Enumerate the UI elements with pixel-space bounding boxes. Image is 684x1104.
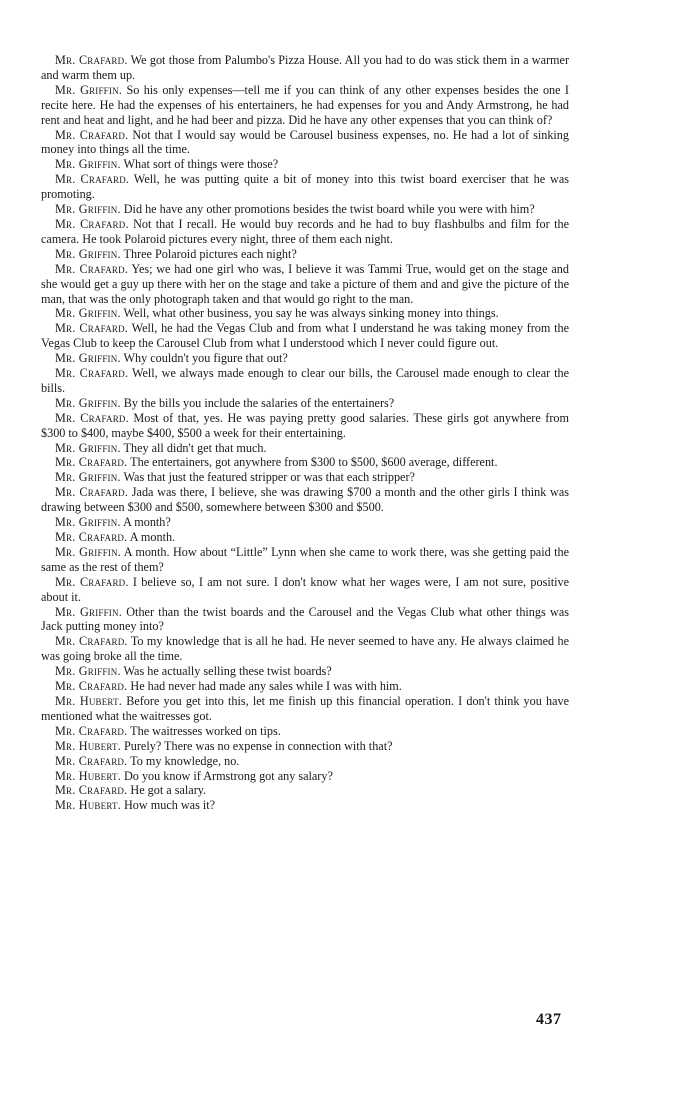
transcript-paragraph: [41, 798, 569, 813]
speaker-label: Mr. Griffin.: [55, 604, 122, 619]
speech-text: Well, he was putting quite a bit of money into this twist board exerciser that he was promoting.: [41, 172, 569, 202]
speech-text: We got those from Palumbo's Pizza House. All you had to do was stick them in a warmer and warm them up.: [41, 53, 570, 82]
speech-text: So his only expenses—tell me if you can think of any other expenses besides the one I recite here. He had the expenses of his entertainers, he had expenses for you and Andy Armstrong, he had rent and heat and light, and he had beer and pizza. Did he have any other expenses that you can think of?: [41, 82, 569, 127]
transcript-paragraph: [41, 470, 569, 485]
speech-text: Well, he had the Vegas Club and from what I understand he was taking money from the Vegas Club to keep the Carousel Club from what I understood which I never could figure out.: [41, 321, 570, 351]
speech-text: A month?: [120, 515, 171, 530]
speech-text: What sort of things were those?: [120, 157, 279, 172]
speech-text: I believe so, I am not sure. I don't know what her wages were, I am not sure, positive about it.: [41, 574, 569, 604]
transcript-paragraph: [41, 769, 569, 784]
transcript-paragraph: [41, 724, 569, 739]
speech-text: Not that I recall. He would buy records and he had to buy flashbulbs and film for the camera. He took Polaroid pictures every night, three of them each night.: [41, 216, 569, 246]
speech-text: Yes; we had one girl who was, I believe it was Tammi True, would get on the stage and she would get a guy up there with her on the stage and take a picture of them and and give the picture of the man, that was the only photograph taken and that would go right to the man.: [41, 261, 569, 306]
speech-text: Why couldn't you figure that out?: [120, 351, 288, 366]
speaker-label: Mr. Crafard.: [55, 410, 129, 425]
transcript-paragraph: [41, 739, 569, 754]
transcript-paragraph: [41, 172, 569, 202]
speaker-label: Mr. Hubert.: [55, 768, 121, 783]
speaker-label: Mr. Crafard.: [55, 679, 128, 694]
speech-text: To my knowledge, no.: [127, 753, 240, 768]
speaker-label: Mr. Griffin.: [55, 82, 123, 97]
speaker-label: Mr. Crafard.: [55, 455, 128, 470]
speech-text: Did he have any other promotions besides the twist board while you were with him?: [120, 202, 535, 217]
speaker-label: Mr. Griffin.: [55, 440, 121, 455]
speaker-label: Mr. Griffin.: [55, 246, 121, 261]
speech-text: How much was it?: [120, 798, 216, 813]
speaker-label: Mr. Griffin.: [55, 202, 121, 217]
speaker-label: Mr. Griffin.: [55, 157, 121, 172]
speaker-label: Mr. Griffin.: [55, 664, 121, 679]
speaker-label: Mr. Hubert.: [55, 798, 121, 813]
transcript-paragraph: [41, 634, 569, 664]
transcript-paragraph: [41, 53, 569, 83]
transcript-paragraph: [41, 128, 569, 158]
speaker-label: Mr. Crafard.: [55, 753, 128, 768]
transcript-paragraph: [41, 754, 569, 769]
speech-text: By the bills you include the salaries of the entertainers?: [120, 395, 395, 410]
speech-text: Most of that, yes. He was paying pretty good salaries. These girls got anywhere from $300 to $400, maybe $400, $500 a week for their entertaining.: [41, 410, 569, 440]
speech-text: Was that just the featured stripper or was that each stripper?: [120, 470, 415, 485]
speech-text: Well, we always made enough to clear our bills, the Carousel made enough to clear the bills.: [41, 366, 569, 395]
transcript-paragraph: [41, 783, 569, 798]
speech-text: The entertainers, got anywhere from $300 to $500, $600 average, different.: [127, 455, 498, 470]
speaker-label: Mr. Crafard.: [55, 53, 128, 67]
speaker-label: Mr. Crafard.: [55, 485, 129, 500]
speaker-label: Mr. Griffin.: [55, 306, 121, 321]
speech-text: Jada was there, I believe, she was drawing $700 a month and the other girls I think was drawing between $300 and $500, somewhere between $300 and $500.: [41, 485, 569, 515]
speaker-label: Mr. Crafard.: [55, 634, 128, 649]
speaker-label: Mr. Hubert.: [55, 693, 123, 708]
speech-text: He got a salary.: [127, 783, 207, 798]
transcript-paragraph: [41, 694, 569, 724]
speech-text: A month.: [127, 530, 176, 544]
speaker-label: Mr. Crafard.: [55, 321, 129, 336]
transcript-paragraph: [41, 679, 569, 694]
speech-text: He had never had made any sales while I was with him.: [127, 679, 402, 694]
speech-text: Was he actually selling these twist boards?: [120, 664, 332, 679]
speech-text: A month. How about “Little” Lynn when she came to work there, was she getting paid the same as the rest of them?: [41, 544, 569, 574]
speaker-label: Mr. Crafard.: [55, 366, 129, 381]
transcript-paragraph: [41, 247, 569, 262]
transcript-paragraph: [41, 157, 569, 172]
transcript-paragraph: [41, 217, 569, 247]
speech-text: Well, what other business, you say he was always sinking money into things.: [120, 306, 499, 321]
speaker-label: Mr. Crafard.: [55, 261, 129, 276]
transcript-paragraph: [41, 396, 569, 411]
speaker-label: Mr. Crafard.: [55, 783, 128, 798]
transcript-paragraph: [41, 366, 569, 396]
speaker-label: Mr. Griffin.: [55, 515, 121, 530]
testimony-transcript: [41, 53, 569, 813]
transcript-paragraph: [41, 351, 569, 366]
speech-text: The waitresses worked on tips.: [127, 723, 281, 738]
transcript-paragraph: [41, 202, 569, 217]
speech-text: They all didn't get that much.: [120, 440, 267, 455]
transcript-paragraph: [41, 530, 569, 545]
speaker-label: Mr. Griffin.: [55, 395, 121, 410]
speech-text: Not that I would say would be Carousel business expenses, no. He had a lot of sinking money into things all the time.: [41, 127, 569, 157]
transcript-paragraph: [41, 306, 569, 321]
transcript-paragraph: [41, 455, 569, 470]
transcript-paragraph: [41, 664, 569, 679]
speech-text: To my knowledge that is all he had. He never seemed to have any. He always claimed he was going broke all the time.: [41, 634, 569, 664]
speaker-label: Mr. Griffin.: [55, 351, 121, 366]
page-number: 437: [536, 1011, 562, 1028]
transcript-paragraph: [41, 515, 569, 530]
speaker-label: Mr. Griffin.: [55, 470, 121, 485]
transcript-paragraph: [41, 605, 569, 635]
speaker-label: Mr. Crafard.: [55, 723, 128, 738]
speaker-label: Mr. Crafard.: [55, 530, 128, 544]
speaker-label: Mr. Crafard.: [55, 574, 129, 589]
transcript-paragraph: [41, 485, 569, 515]
speaker-label: Mr. Griffin.: [55, 544, 122, 559]
transcript-paragraph: [41, 83, 569, 128]
speech-text: Three Polaroid pictures each night?: [120, 246, 297, 261]
speaker-label: Mr. Hubert.: [55, 738, 121, 753]
transcript-paragraph: [41, 441, 569, 456]
transcript-paragraph: [41, 575, 569, 605]
transcript-paragraph: [41, 545, 569, 575]
speaker-label: Mr. Crafard.: [55, 216, 129, 231]
transcript-paragraph: [41, 262, 569, 307]
speaker-label: Mr. Crafard.: [55, 172, 130, 187]
transcript-paragraph: [41, 321, 569, 351]
speech-text: Before you get into this, let me finish up this financial operation. I don't think you have mentioned what the waitresses got.: [41, 693, 569, 723]
speech-text: Other than the twist boards and the Carousel and the Vegas Club what other things was Jack putting money into?: [41, 604, 569, 634]
speech-text: Purely? There was no expense in connection with that?: [120, 738, 393, 753]
speech-text: Do you know if Armstrong got any salary?: [120, 768, 333, 783]
transcript-paragraph: [41, 411, 569, 441]
speaker-label: Mr. Crafard.: [55, 127, 129, 142]
